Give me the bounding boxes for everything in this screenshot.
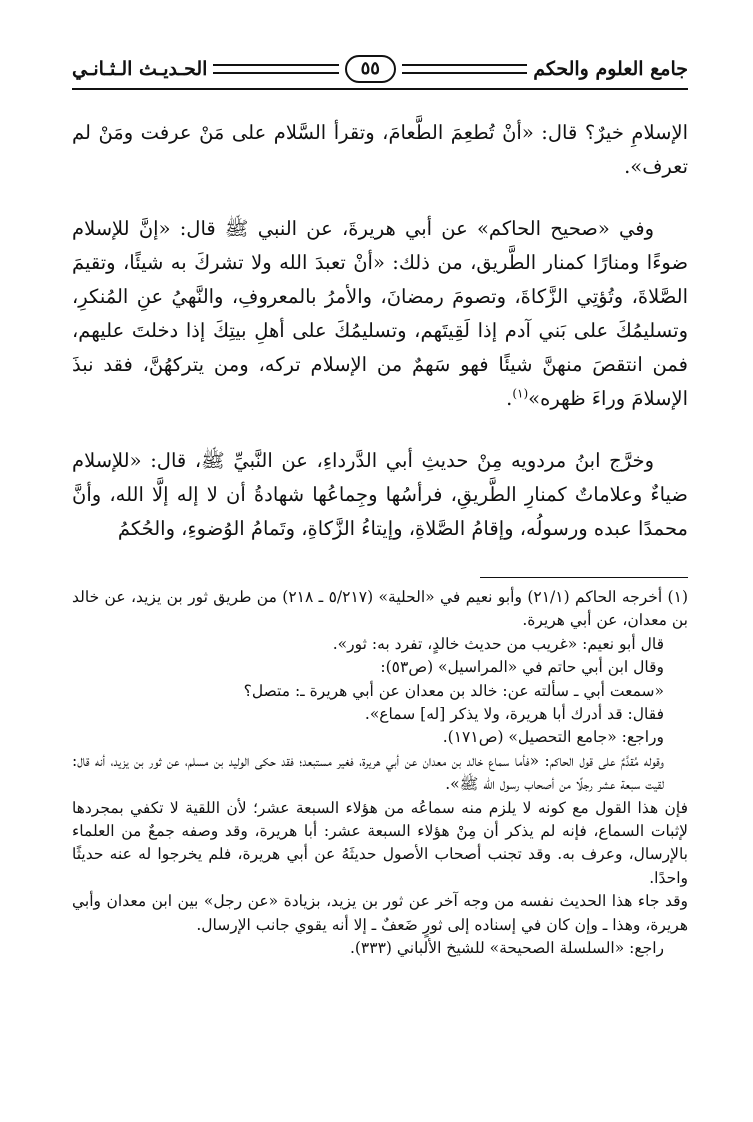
paragraph-2-end: . (506, 387, 513, 410)
footnote-line: فإن هذا القول مع كونه لا يلزم منه سماعُه من هؤلاء السبعة عشر؛ لأن اللقية لا تكفي بمجردها لإثبات السماع، فإنه لم يذكر أن مِنْ هؤلاء السبعة عشر: أبا هريرة، وقد وصفه جمعٌ من العلماء بالإرسال، وعرف به. وقد تجنب أصحاب الأصول حديثَهُ عن أبي هريرة، فلم يخرجوا له عنه حديثًا واحدًا. (72, 798, 688, 887)
footnote-reference: (١) (512, 386, 529, 401)
paragraph-1: الإسلامِ خيرٌ؟ قال: «أنْ تُطعِمَ الطَّعامَ، وتقرأ السَّلام على مَنْ عرفت ومَنْ لم تعرف». (72, 121, 688, 178)
footnote-line: فقال: قد أدرك أبا هريرة، ولا يذكر [له] سماع». (364, 705, 664, 724)
hadith-title: الحـديـث الـثـانـي (71, 58, 208, 80)
paragraph-2-text: وفي «صحيح الحاكم» عن أبي هريرةَ، عن النبي ﷺ قال: «إنَّ للإسلام ضوءًا ومنارًا كمنار الطَّريق، من ذلك: «أنْ تعبدَ الله ولا تشركَ به شيئًا، وتقيمَ الصَّلاةَ، وتُؤتِي الزَّكاةَ، وتصومَ رمضانَ، والأمرُ بالمعروفِ، والنَّهيُ عنِ المُنكرِ، وتسليمُكَ على بَني آدم إذا لَقِيتَهم، وتسليمُكَ على أهلِ بيتِكَ إذا دخلتَ عليهم، فمن انتقصَ منهنَّ شيئًا فهو سَهمٌ من الإسلام تركه، ومن يتركهُنَّ، فقد نبذَ الإسلامَ وراءَ ظهره» (72, 217, 688, 410)
footnote-line: راجع: «السلسلة الصحيحة» للشيخ الألباني (٣٣٣). (349, 939, 664, 958)
main-text (72, 116, 688, 574)
running-header (72, 52, 688, 86)
footnote-line: وقوله مُقدَّمٌ على قول الحاكم: «فأما سماع خالد بن معدان عن أبي هريرة، فغير مستبعد؛ فقد حكى الوليد بن مسلم، عن ثور بن يزيد، أنه قال: لقيت سبعة عشر رجلًا من أصحاب رسول الله ﷺ». (72, 751, 664, 794)
footnotes (72, 586, 688, 961)
paragraph-3: وخرَّج ابنُ مردويه مِنْ حديثِ أبي الدَّرداءِ، عن النَّبيِّ ﷺ، قال: «للإسلام ضياءٌ وعلاماتٌ كمنارِ الطَّريقِ، فرأسُها وجِماعُها شهادةُ أن لا إله إلَّا الله، وأنَّ محمدًا عبده ورسولُه، وإقامُ الصَّلاةِ، وإيتاءُ الزَّكاةِ، وتَمامُ الوُضوءِ، والحُكمُ (72, 449, 688, 540)
header-double-rule-right (402, 64, 527, 74)
footnote-line: «سمعت أبي ـ سألته عن: خالد بن معدان عن أبي هريرة ـ: متصل؟ (243, 681, 664, 700)
paragraph-2 (72, 212, 688, 416)
header-rule (72, 88, 688, 90)
footnote-line: وقد جاء هذا الحديث نفسه من وجه آخر عن ثور بن يزيد، بزيادة «عن رجل» بين ابن معدان وأبي هريرة، وهذا ـ وإن كان في إسناده إلى ثورٍ ضَعفٌ ـ إلا أنه يقوي جانب الإرسال. (72, 892, 688, 934)
page-number: ٥٥ (345, 55, 396, 83)
footnote-line: وراجع: «جامع التحصيل» (ص١٧١). (442, 728, 664, 747)
footnote-separator (480, 577, 688, 578)
header-double-rule-left (213, 64, 338, 74)
footnote-line: وقال ابن أبي حاتم في «المراسيل» (ص٥٣): (380, 658, 664, 677)
book-title: جامع العلوم والحكم (533, 58, 688, 80)
footnote-line: قال أبو نعيم: «غريب من حديث خالدٍ، تفرد به: ثور». (332, 634, 664, 653)
footnote-line: (١) أخرجه الحاكم (٢١/١) وأبو نعيم في «الحلية» (٥/٢١٧ ـ ٢١٨) من طريق ثور بن يزيد، عن خالد بن معدان، عن أبي هريرة. (72, 588, 688, 630)
